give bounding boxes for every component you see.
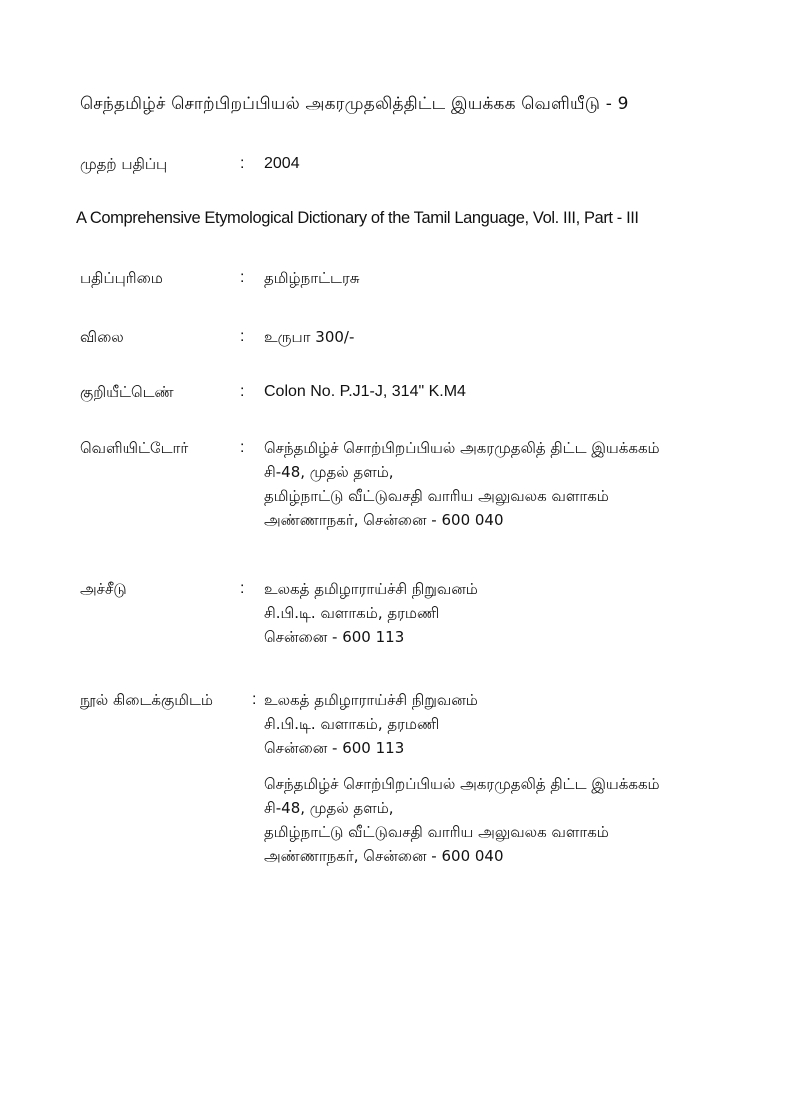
edition-label: முதற் பதிப்பு — [80, 155, 168, 173]
copyright-label: பதிப்புரிமை — [80, 269, 163, 287]
availability-line: சி.பி.டி. வளாகம், தரமணி — [264, 715, 440, 733]
copyright-colon: : — [240, 269, 245, 286]
price-value: உருபா 300/- — [264, 328, 355, 346]
publisher-line: செந்தமிழ்ச் சொற்பிறப்பியல் அகரமுதலித் திட்ட இயக்ககம் — [264, 439, 660, 457]
publisher-colon: : — [240, 439, 245, 456]
availability-line: அண்ணாநகர், சென்னை - 600 040 — [264, 847, 504, 865]
printer-line: சென்னை - 600 113 — [264, 628, 405, 646]
publisher-address — [264, 436, 764, 532]
availability-line: உலகத் தமிழாராய்ச்சி நிறுவனம் — [264, 691, 478, 709]
availability-line: சென்னை - 600 113 — [264, 739, 405, 757]
code-label: குறியீட்டெண் — [80, 383, 174, 401]
availability-line: தமிழ்நாட்டு வீட்டுவசதி வாரிய அலுவலக வளாகம் — [264, 823, 609, 841]
printer-line: சி.பி.டி. வளாகம், தரமணி — [264, 604, 440, 622]
printer-label: அச்சீடு — [80, 580, 127, 598]
printer-address — [264, 577, 764, 649]
availability-colon: : — [252, 691, 257, 708]
edition-colon: : — [240, 155, 245, 172]
code-colon: : — [240, 383, 245, 400]
copyright-value: தமிழ்நாட்டரசு — [264, 269, 360, 287]
english-title: A Comprehensive Etymological Dictionary of the Tamil Language, Vol. III, Part - III — [76, 209, 639, 227]
code-value: Colon No. P.J1-J, 314" K.M4 — [264, 383, 466, 400]
printer-colon: : — [240, 580, 245, 597]
publisher-line: அண்ணாநகர், சென்னை - 600 040 — [264, 511, 504, 529]
availability-line: செந்தமிழ்ச் சொற்பிறப்பியல் அகரமுதலித் திட்ட இயக்ககம் — [264, 775, 660, 793]
availability-line: சி-48, முதல் தளம், — [264, 799, 394, 817]
edition-value: 2004 — [264, 155, 300, 172]
publisher-line: சி-48, முதல் தளம், — [264, 463, 394, 481]
price-label: விலை — [80, 328, 124, 346]
printer-line: உலகத் தமிழாராய்ச்சி நிறுவனம் — [264, 580, 478, 598]
availability-label: நூல் கிடைக்குமிடம் — [80, 691, 214, 709]
publisher-label: வெளியிட்டோர் — [80, 439, 189, 457]
price-colon: : — [240, 328, 245, 345]
availability-addresses — [264, 688, 764, 868]
publisher-line: தமிழ்நாட்டு வீட்டுவசதி வாரிய அலுவலக வளாகம் — [264, 487, 609, 505]
series-title: செந்தமிழ்ச் சொற்பிறப்பியல் அகரமுதலித்திட்ட இயக்கக வெளியீடு - 9 — [80, 94, 629, 114]
